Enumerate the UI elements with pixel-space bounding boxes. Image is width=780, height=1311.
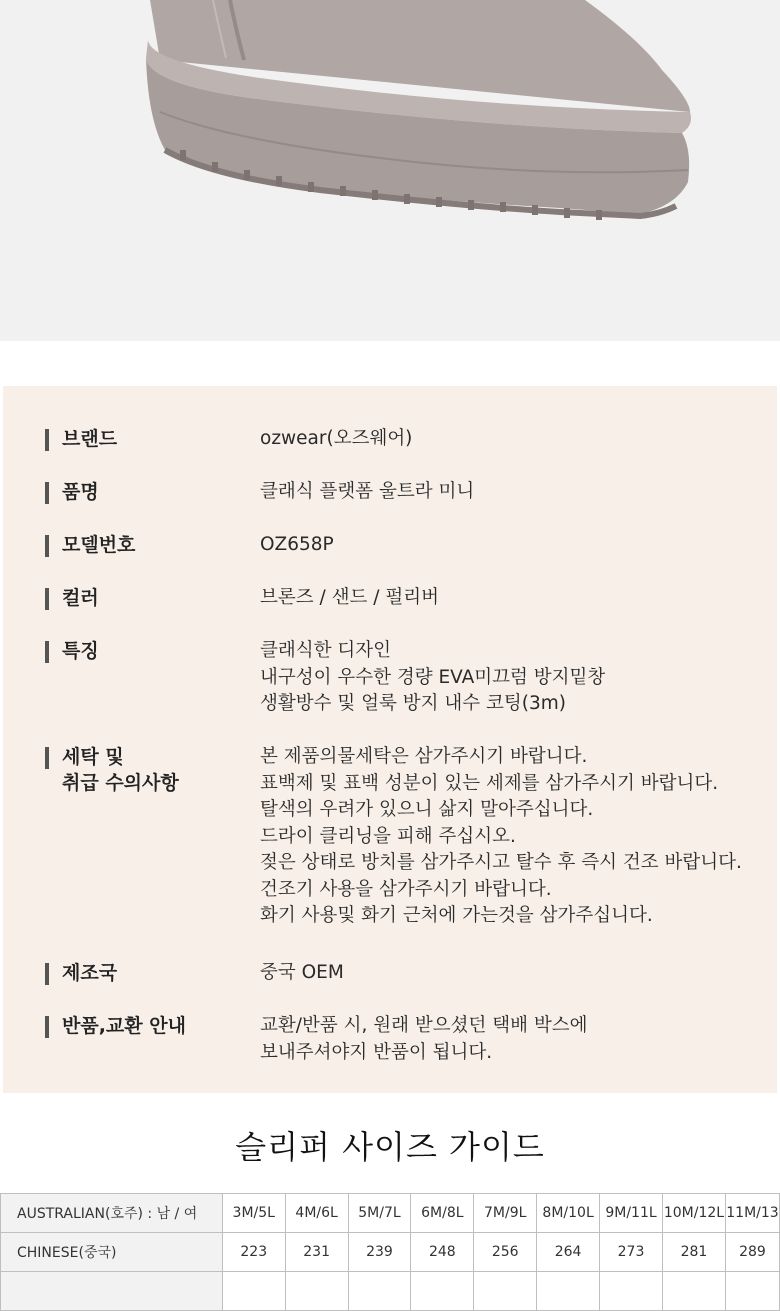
info-line: 보내주셔야지 반품이 됩니다. [260,1041,493,1063]
info-value [260,960,344,987]
info-line: 교환/반품 시, 원래 받으셨던 택배 박스에 [260,1015,588,1036]
size-cell [537,1272,600,1311]
size-cell: 8M/10L [537,1194,600,1233]
info-label: 반품,교환 안내 [62,1015,186,1037]
info-line: 드라이 클리닝을 피해 주십시오. [260,825,516,847]
size-cell: 231 [285,1233,348,1272]
size-cell: 273 [600,1233,663,1272]
row-marker [45,482,49,504]
info-value [260,585,439,612]
row-marker [45,1016,49,1038]
size-cell [348,1272,411,1311]
size-cell: 239 [348,1233,411,1272]
info-value [260,1013,587,1066]
size-cell [725,1272,779,1311]
size-cell [411,1272,474,1311]
size-cell [600,1272,663,1311]
info-line: 젖은 상태로 방치를 삼가주시고 탈수 후 즉시 건조 바랍니다. [260,852,742,873]
size-guide-title: 슬리퍼 사이즈 가이드 [235,1128,545,1166]
info-line: 탈색의 우려가 있으니 삶지 말아주십니다. [260,799,594,820]
row-header [1,1272,223,1311]
info-line: 생활방수 및 얼룩 방지 내수 코팅(3m) [260,693,566,714]
info-line: ozwear(오즈웨어) [260,428,413,449]
row-header: CHINESE(중국) [1,1233,223,1272]
info-label: 특징 [62,640,99,662]
size-cell: 10M/12L [662,1194,725,1233]
size-cell: 256 [474,1233,537,1272]
info-label: 제조국 [62,962,118,984]
size-row-partial [1,1272,780,1311]
size-cell: 9M/11L [600,1194,663,1233]
product-info-box [3,386,777,1093]
info-line: 본 제품의물세탁은 삼가주시기 바랍니다. [260,746,588,767]
info-value [260,479,474,506]
info-line: 화기 사용및 화기 근처에 가는것을 삼가주십니다. [260,905,653,926]
info-label: 컬러 [62,587,99,609]
row-marker [45,588,49,610]
info-label: 모델번호 [62,534,136,556]
size-cell: 6M/8L [411,1194,474,1233]
info-line: OZ658P [260,534,334,555]
size-cell: 264 [537,1233,600,1272]
info-line: 건조기 사용을 삼가주시기 바랍니다. [260,878,552,900]
size-cell: 248 [411,1233,474,1272]
row-marker [45,429,49,451]
size-cell: 5M/7L [348,1194,411,1233]
row-marker [45,641,49,663]
info-label: 품명 [62,481,99,503]
size-row-australian [1,1194,780,1233]
size-cell: 281 [662,1233,725,1272]
size-cell: 7M/9L [474,1194,537,1233]
size-guide-table [0,1193,780,1311]
boot-illustration [0,0,780,341]
size-cell [474,1272,537,1311]
info-value [260,532,334,559]
size-row-chinese [1,1233,780,1272]
size-cell: 3M/5L [222,1194,285,1233]
info-line: 중국 OEM [260,962,344,983]
size-cell [662,1272,725,1311]
size-cell: 223 [222,1233,285,1272]
info-value [260,638,605,718]
row-marker [45,747,49,769]
info-label: 브랜드 [62,428,118,450]
row-marker [45,963,49,985]
info-line: 클래식 플랫폼 울트라 미니 [260,481,475,502]
size-cell [285,1272,348,1311]
product-photo [0,0,780,341]
info-label: 세탁 및 취급 수의사항 [62,746,179,794]
info-line: 브론즈 / 샌드 / 펄리버 [260,587,439,608]
info-value [260,744,742,930]
info-line: 클래식한 디자인 [260,640,391,661]
info-value [260,426,412,453]
size-cell: 11M/13 [725,1194,779,1233]
info-line: 표백제 및 표백 성분이 있는 세제를 삼가주시기 바랍니다. [260,772,719,794]
size-cell [222,1272,285,1311]
size-cell: 289 [725,1233,779,1272]
size-cell: 4M/6L [285,1194,348,1233]
row-marker [45,535,49,557]
info-line: 내구성이 우수한 경량 EVA미끄럼 방지밑창 [260,666,606,688]
row-header: AUSTRALIAN(호주) : 남 / 여 [1,1194,223,1233]
